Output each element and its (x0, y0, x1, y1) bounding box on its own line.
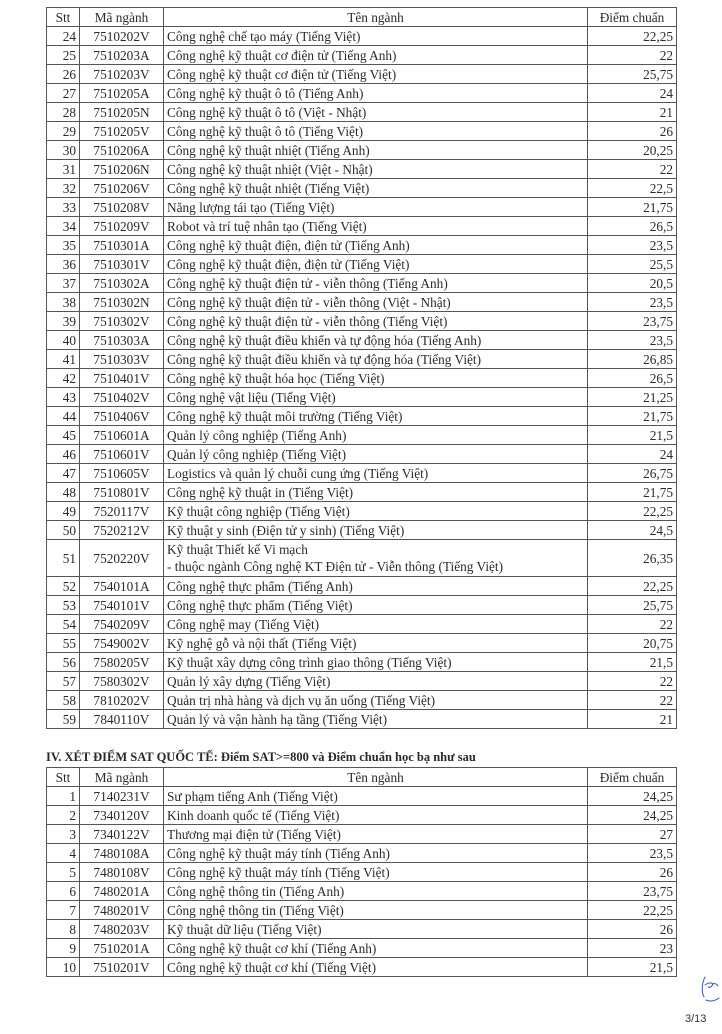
row-major-code: 7510406V (80, 407, 164, 426)
row-cutoff-score: 23,5 (588, 236, 677, 255)
row-major-code: 7520220V (80, 540, 164, 577)
table-row (47, 293, 677, 312)
table-row (47, 445, 677, 464)
row-cutoff-score: 25,5 (588, 255, 677, 274)
row-major-code: 7510303V (80, 350, 164, 369)
row-major-name: Công nghệ kỹ thuật ô tô (Tiếng Anh) (164, 84, 588, 103)
row-major-name: Công nghệ kỹ thuật hóa học (Tiếng Việt) (164, 369, 588, 388)
header-major-name: Tên ngành (164, 8, 588, 27)
row-stt: 59 (47, 710, 80, 729)
row-major-name: Năng lượng tái tạo (Tiếng Việt) (164, 198, 588, 217)
header-cutoff-score: Điểm chuẩn (588, 768, 677, 787)
row-major-name: Công nghệ kỹ thuật ô tô (Tiếng Việt) (164, 122, 588, 141)
row-major-name: Công nghệ kỹ thuật điện tử - viễn thông (Tiếng Anh) (164, 274, 588, 293)
row-major-code: 7540101A (80, 577, 164, 596)
header-stt: Stt (47, 768, 80, 787)
row-stt: 3 (47, 825, 80, 844)
table-row (47, 653, 677, 672)
row-cutoff-score: 20,75 (588, 634, 677, 653)
row-major-name: Công nghệ vật liệu (Tiếng Việt) (164, 388, 588, 407)
row-stt: 35 (47, 236, 80, 255)
table-body (47, 27, 677, 729)
table-row (47, 350, 677, 369)
row-major-code: 7510402V (80, 388, 164, 407)
row-stt: 31 (47, 160, 80, 179)
row-major-name: Công nghệ kỹ thuật máy tính (Tiếng Việt) (164, 863, 588, 882)
header-cutoff-score: Điểm chuẩn (588, 8, 677, 27)
row-cutoff-score: 26,35 (588, 540, 677, 577)
row-stt: 27 (47, 84, 80, 103)
row-cutoff-score: 26,5 (588, 217, 677, 236)
row-major-name: Kỹ thuật dữ liệu (Tiếng Việt) (164, 920, 588, 939)
row-cutoff-score: 22,25 (588, 901, 677, 920)
table-row (47, 217, 677, 236)
row-major-name: Quản lý công nghiệp (Tiếng Việt) (164, 445, 588, 464)
row-cutoff-score: 22,25 (588, 502, 677, 521)
row-major-code: 7510401V (80, 369, 164, 388)
row-cutoff-score: 26,5 (588, 369, 677, 388)
row-cutoff-score: 22 (588, 615, 677, 634)
row-stt: 41 (47, 350, 80, 369)
table-row (47, 901, 677, 920)
row-cutoff-score: 22,25 (588, 577, 677, 596)
row-major-name: Robot và trí tuệ nhân tạo (Tiếng Việt) (164, 217, 588, 236)
row-major-name: Quản lý xây dựng (Tiếng Việt) (164, 672, 588, 691)
table-row (47, 958, 677, 977)
row-cutoff-score: 23,5 (588, 844, 677, 863)
row-major-code: 7510203A (80, 46, 164, 65)
table-row (47, 691, 677, 710)
row-major-name: Công nghệ kỹ thuật môi trường (Tiếng Việt) (164, 407, 588, 426)
table-row (47, 103, 677, 122)
row-stt: 52 (47, 577, 80, 596)
row-major-code: 7480108V (80, 863, 164, 882)
row-major-name-line2: - thuộc ngành Công nghệ KT Điện tử - Viễn thông (Tiếng Việt) (167, 559, 504, 574)
row-cutoff-score: 22 (588, 46, 677, 65)
row-major-code: 7510605V (80, 464, 164, 483)
row-cutoff-score: 22,25 (588, 27, 677, 46)
table-row (47, 806, 677, 825)
table-row (47, 84, 677, 103)
row-cutoff-score: 23 (588, 939, 677, 958)
table-row (47, 179, 677, 198)
row-major-name: Công nghệ kỹ thuật điện tử - viễn thông (Tiếng Việt) (164, 312, 588, 331)
table-row (47, 863, 677, 882)
row-cutoff-score: 21,5 (588, 426, 677, 445)
row-major-code: 7510205A (80, 84, 164, 103)
row-major-name: Thương mại điện tử (Tiếng Việt) (164, 825, 588, 844)
row-major-code: 7520212V (80, 521, 164, 540)
row-major-name: Công nghệ kỹ thuật điều khiển và tự động hóa (Tiếng Anh) (164, 331, 588, 350)
row-cutoff-score: 21 (588, 103, 677, 122)
row-major-code: 7510205V (80, 122, 164, 141)
table-header-row (47, 8, 677, 27)
row-major-name: Công nghệ kỹ thuật cơ khí (Tiếng Việt) (164, 958, 588, 977)
row-major-name: Quản lý và vận hành hạ tầng (Tiếng Việt) (164, 710, 588, 729)
row-major-code: 7549002V (80, 634, 164, 653)
row-major-name: Kỹ nghệ gỗ và nội thất (Tiếng Việt) (164, 634, 588, 653)
row-cutoff-score: 22 (588, 672, 677, 691)
table-row (47, 46, 677, 65)
table-row (47, 825, 677, 844)
row-cutoff-score: 24 (588, 445, 677, 464)
row-stt: 30 (47, 141, 80, 160)
row-major-name: Công nghệ thông tin (Tiếng Việt) (164, 901, 588, 920)
table-row (47, 672, 677, 691)
row-major-code: 7510202V (80, 27, 164, 46)
row-major-name: Công nghệ kỹ thuật cơ khí (Tiếng Anh) (164, 939, 588, 958)
table-row (47, 312, 677, 331)
row-major-code: 7510601A (80, 426, 164, 445)
row-stt: 34 (47, 217, 80, 236)
row-stt: 50 (47, 521, 80, 540)
row-stt: 42 (47, 369, 80, 388)
row-cutoff-score: 26 (588, 122, 677, 141)
row-cutoff-score: 24,25 (588, 806, 677, 825)
row-major-name (164, 540, 588, 577)
header-major-code: Mã ngành (80, 768, 164, 787)
row-major-code: 7580205V (80, 653, 164, 672)
row-stt: 55 (47, 634, 80, 653)
row-stt: 44 (47, 407, 80, 426)
row-cutoff-score: 27 (588, 825, 677, 844)
row-stt: 32 (47, 179, 80, 198)
table-row (47, 27, 677, 46)
row-major-code: 7510201V (80, 958, 164, 977)
row-major-code: 7510208V (80, 198, 164, 217)
row-stt: 53 (47, 596, 80, 615)
row-stt: 28 (47, 103, 80, 122)
row-major-name: Công nghệ kỹ thuật cơ điện tử (Tiếng Anh) (164, 46, 588, 65)
row-cutoff-score: 22,5 (588, 179, 677, 198)
row-major-name: Công nghệ chế tạo máy (Tiếng Việt) (164, 27, 588, 46)
table-header-row (47, 768, 677, 787)
table-row (47, 540, 677, 577)
row-major-code: 7510206V (80, 179, 164, 198)
row-major-name: Kỹ thuật xây dựng công trình giao thông (Tiếng Việt) (164, 653, 588, 672)
row-major-name: Công nghệ thông tin (Tiếng Anh) (164, 882, 588, 901)
row-stt: 39 (47, 312, 80, 331)
row-major-name: Quản trị nhà hàng và dịch vụ ăn uống (Tiếng Việt) (164, 691, 588, 710)
row-stt: 48 (47, 483, 80, 502)
table-row (47, 141, 677, 160)
row-stt: 33 (47, 198, 80, 217)
row-major-name: Công nghệ kỹ thuật nhiệt (Tiếng Anh) (164, 141, 588, 160)
table-row (47, 331, 677, 350)
table-row (47, 502, 677, 521)
row-stt: 25 (47, 46, 80, 65)
table-row (47, 483, 677, 502)
row-major-name: Công nghệ thực phẩm (Tiếng Anh) (164, 577, 588, 596)
row-major-name: Logistics và quản lý chuỗi cung ứng (Tiếng Việt) (164, 464, 588, 483)
row-major-name: Kinh doanh quốc tế (Tiếng Việt) (164, 806, 588, 825)
row-stt: 6 (47, 882, 80, 901)
table-row (47, 198, 677, 217)
table-row (47, 634, 677, 653)
row-stt: 2 (47, 806, 80, 825)
row-cutoff-score: 25,75 (588, 596, 677, 615)
table-row (47, 464, 677, 483)
row-cutoff-score: 26 (588, 863, 677, 882)
row-major-name: Công nghệ kỹ thuật điện, điện tử (Tiếng Anh) (164, 236, 588, 255)
row-cutoff-score: 23,75 (588, 312, 677, 331)
row-major-code: 7510209V (80, 217, 164, 236)
table-row (47, 596, 677, 615)
row-cutoff-score: 23,5 (588, 331, 677, 350)
signature-icon (699, 975, 721, 1005)
row-stt: 36 (47, 255, 80, 274)
row-stt: 47 (47, 464, 80, 483)
row-cutoff-score: 20,25 (588, 141, 677, 160)
row-stt: 1 (47, 787, 80, 806)
row-major-code: 7540101V (80, 596, 164, 615)
row-stt: 38 (47, 293, 80, 312)
row-stt: 4 (47, 844, 80, 863)
row-cutoff-score: 22 (588, 160, 677, 179)
page-number: 3/13 (685, 1013, 707, 1025)
row-major-code: 7510206A (80, 141, 164, 160)
row-cutoff-score: 21,5 (588, 653, 677, 672)
row-stt: 7 (47, 901, 80, 920)
row-cutoff-score: 24 (588, 84, 677, 103)
row-major-code: 7340120V (80, 806, 164, 825)
row-cutoff-score: 26,85 (588, 350, 677, 369)
table-row (47, 65, 677, 84)
row-stt: 26 (47, 65, 80, 84)
row-major-code: 7540209V (80, 615, 164, 634)
row-major-code: 7480201A (80, 882, 164, 901)
table-row (47, 787, 677, 806)
row-cutoff-score: 22 (588, 691, 677, 710)
row-major-code: 7510303A (80, 331, 164, 350)
table-row (47, 388, 677, 407)
row-stt: 29 (47, 122, 80, 141)
table-row (47, 615, 677, 634)
row-major-code: 7140231V (80, 787, 164, 806)
row-major-code: 7510301V (80, 255, 164, 274)
row-major-code: 7810202V (80, 691, 164, 710)
row-stt: 9 (47, 939, 80, 958)
row-major-name-line1: Kỹ thuật Thiết kế Vi mạch (167, 542, 308, 557)
table-row (47, 577, 677, 596)
table-row (47, 407, 677, 426)
row-major-code: 7510201A (80, 939, 164, 958)
row-stt: 45 (47, 426, 80, 445)
row-cutoff-score: 26 (588, 920, 677, 939)
table-row (47, 255, 677, 274)
row-major-name: Kỹ thuật công nghiệp (Tiếng Việt) (164, 502, 588, 521)
row-major-code: 7580302V (80, 672, 164, 691)
section-title-sat: IV. XÉT ĐIỂM SAT QUỐC TẾ: Điểm SAT>=800 và Điểm chuẩn học bạ như sau (46, 750, 476, 764)
table-row (47, 939, 677, 958)
row-major-code: 7340122V (80, 825, 164, 844)
row-major-name: Công nghệ kỹ thuật ô tô (Việt - Nhật) (164, 103, 588, 122)
table-row (47, 844, 677, 863)
table-row (47, 920, 677, 939)
row-stt: 51 (47, 540, 80, 577)
row-major-code: 7480108A (80, 844, 164, 863)
row-major-name: Công nghệ kỹ thuật điện tử - viễn thông (Việt - Nhật) (164, 293, 588, 312)
row-major-code: 7510301A (80, 236, 164, 255)
row-major-name: Quản lý công nghiệp (Tiếng Anh) (164, 426, 588, 445)
row-cutoff-score: 24,5 (588, 521, 677, 540)
row-cutoff-score: 21,75 (588, 198, 677, 217)
table-row (47, 369, 677, 388)
row-stt: 8 (47, 920, 80, 939)
header-major-code: Mã ngành (80, 8, 164, 27)
row-stt: 57 (47, 672, 80, 691)
row-major-code: 7840110V (80, 710, 164, 729)
table-row (47, 521, 677, 540)
row-major-name: Công nghệ kỹ thuật nhiệt (Tiếng Việt) (164, 179, 588, 198)
table-row (47, 236, 677, 255)
row-major-code: 7510302V (80, 312, 164, 331)
row-cutoff-score: 20,5 (588, 274, 677, 293)
row-stt: 10 (47, 958, 80, 977)
row-cutoff-score: 23,75 (588, 882, 677, 901)
row-stt: 54 (47, 615, 80, 634)
cutoff-scores-table-sat (46, 767, 677, 977)
row-stt: 24 (47, 27, 80, 46)
row-cutoff-score: 21,25 (588, 388, 677, 407)
row-major-code: 7510801V (80, 483, 164, 502)
table-row (47, 274, 677, 293)
row-major-name: Công nghệ kỹ thuật cơ điện tử (Tiếng Việt) (164, 65, 588, 84)
row-major-name: Sư phạm tiếng Anh (Tiếng Việt) (164, 787, 588, 806)
table-row (47, 160, 677, 179)
row-major-code: 7510302N (80, 293, 164, 312)
row-major-name: Công nghệ kỹ thuật máy tính (Tiếng Anh) (164, 844, 588, 863)
row-major-code: 7510203V (80, 65, 164, 84)
row-major-code: 7510302A (80, 274, 164, 293)
row-stt: 49 (47, 502, 80, 521)
cutoff-scores-table-main (46, 7, 677, 729)
row-major-name: Công nghệ thực phẩm (Tiếng Việt) (164, 596, 588, 615)
row-major-name: Công nghệ may (Tiếng Việt) (164, 615, 588, 634)
table-row (47, 426, 677, 445)
row-stt: 40 (47, 331, 80, 350)
table-row (47, 710, 677, 729)
row-major-code: 7480201V (80, 901, 164, 920)
row-cutoff-score: 25,75 (588, 65, 677, 84)
header-major-name: Tên ngành (164, 768, 588, 787)
row-major-code: 7510601V (80, 445, 164, 464)
row-major-name: Kỹ thuật y sinh (Điện tử y sinh) (Tiếng Việt) (164, 521, 588, 540)
row-cutoff-score: 21,75 (588, 407, 677, 426)
row-cutoff-score: 21,75 (588, 483, 677, 502)
row-stt: 46 (47, 445, 80, 464)
row-major-code: 7510205N (80, 103, 164, 122)
row-cutoff-score: 21 (588, 710, 677, 729)
row-cutoff-score: 21,5 (588, 958, 677, 977)
row-stt: 56 (47, 653, 80, 672)
table-row (47, 882, 677, 901)
row-major-code: 7510206N (80, 160, 164, 179)
row-cutoff-score: 24,25 (588, 787, 677, 806)
header-stt: Stt (47, 8, 80, 27)
row-major-name: Công nghệ kỹ thuật in (Tiếng Việt) (164, 483, 588, 502)
row-major-name: Công nghệ kỹ thuật điều khiển và tự động hóa (Tiếng Việt) (164, 350, 588, 369)
row-major-name: Công nghệ kỹ thuật điện, điện tử (Tiếng Việt) (164, 255, 588, 274)
row-stt: 5 (47, 863, 80, 882)
row-major-code: 7520117V (80, 502, 164, 521)
row-cutoff-score: 23,5 (588, 293, 677, 312)
row-cutoff-score: 26,75 (588, 464, 677, 483)
row-stt: 37 (47, 274, 80, 293)
row-major-name: Công nghệ kỹ thuật nhiệt (Việt - Nhật) (164, 160, 588, 179)
table-body (47, 787, 677, 977)
row-major-code: 7480203V (80, 920, 164, 939)
row-stt: 58 (47, 691, 80, 710)
table-row (47, 122, 677, 141)
row-stt: 43 (47, 388, 80, 407)
